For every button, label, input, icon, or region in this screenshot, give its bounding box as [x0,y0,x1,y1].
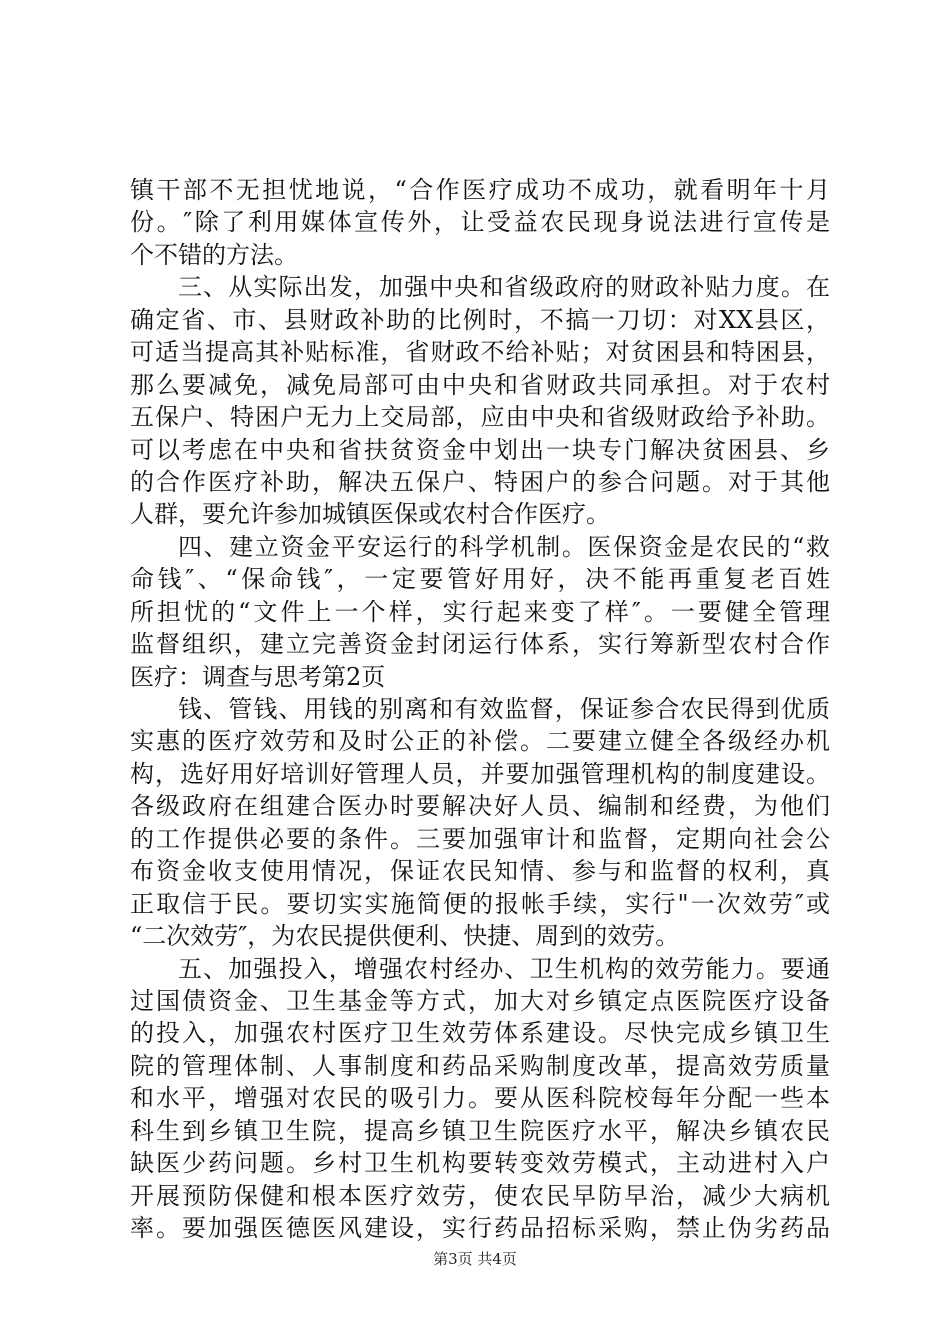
text-line: 可以考虑在中央和省扶贫资金中划出一块专门解决贫困县、乡 [130,435,830,464]
text-line: 的工作提供必要的条件。三要加强审计和监督，定期向社会公 [130,824,830,853]
text-line: 镇干部不无担忧地说，“合作医疗成功不成功，就看明年十月 [130,176,830,204]
text-line: 率。要加强医德医风建设，实行药品招标采购，禁止伪劣药品 [130,1214,830,1242]
text-line: 监督组织，建立完善资金封闭运行体系，实行筹新型农村合作 [130,630,830,659]
text-line: 缺医少药问题。乡村卫生机构要转变效劳模式，主动进村入户 [130,1149,830,1178]
paragraph-four-start: 四、建立资金平安运行的科学机制。医保资金是农民的“救 [178,532,830,561]
text-line: 的投入，加强农村医疗卫生效劳体系建设。尽快完成乡镇卫生 [130,1019,830,1048]
text-line: 医疗：调查与思考第2页 [130,662,386,691]
text-line: 院的管理体制、人事制度和药品采购制度改革，提高效劳质量 [130,1051,830,1080]
text-line: 过国债资金、卫生基金等方式，加大对乡镇定点医院医疗设备 [130,986,830,1015]
text-line: 所担忧的“文件上一个样，实行起来变了样″。一要健全管理 [130,597,830,626]
text-line: 可适当提高其补贴标准，省财政不给补贴；对贫困县和特困县， [130,338,830,367]
text-line: 个不错的方法。 [130,240,298,269]
text-line: 人群，要允许参加城镇医保或农村合作医疗。 [130,500,610,529]
document-body [130,174,830,1244]
text-line: 各级政府在组建合医办时要解决好人员、编制和经费，为他们 [130,792,830,821]
text-line: 份。″除了利用媒体宣传外，让受益农民现身说法进行宣传是 [130,208,830,237]
text-line: 那么要减免，减免局部可由中央和省财政共同承担。对于农村 [130,370,830,399]
text-line: 五保户、特困户无力上交局部，应由中央和省级财政给予补助。 [130,403,830,432]
text-line: 构，选好用好培训好管理人员，并要加强管理机构的制度建设。 [130,759,830,788]
text-line: 的合作医疗补助，解决五保户、特困户的参合问题。对于其他 [130,467,830,496]
text-line: 实惠的医疗效劳和及时公正的补偿。二要建立健全各级经办机 [130,727,830,756]
text-line: 确定省、市、县财政补助的比例时，不搞一刀切：对XX县区， [130,305,830,334]
paragraph-three-start: 三、从实际出发，加强中央和省级政府的财政补贴力度。在 [178,273,830,302]
text-line: 科生到乡镇卫生院，提高乡镇卫生院医疗水平，解决乡镇农民 [130,1116,830,1145]
paragraph-five-start: 五、加强投入，增强农村经办、卫生机构的效劳能力。要通 [178,954,830,983]
page-number-footer: 第3页 共4页 [433,1250,517,1268]
text-line: “二次效劳″，为农民提供便利、快捷、周到的效劳。 [130,922,680,951]
text-line: 命钱″、“保命钱″，一定要管好用好，决不能再重复老百姓 [130,565,830,594]
text-line: 开展预防保健和根本医疗效劳，使农民早防早治，减少大病机 [130,1181,830,1210]
paragraph-continuation-start: 钱、管钱、用钱的别离和有效监督，保证参合农民得到优质 [178,695,830,723]
text-line: 和水平，增强对农民的吸引力。要从医科院校每年分配一些本 [130,1084,830,1113]
text-line: 正取信于民。要切实实施简便的报帐手续，实行"一次效劳″或 [130,889,830,918]
text-line: 布资金收支使用情况，保证农民知情、参与和监督的权利，真 [130,857,830,886]
